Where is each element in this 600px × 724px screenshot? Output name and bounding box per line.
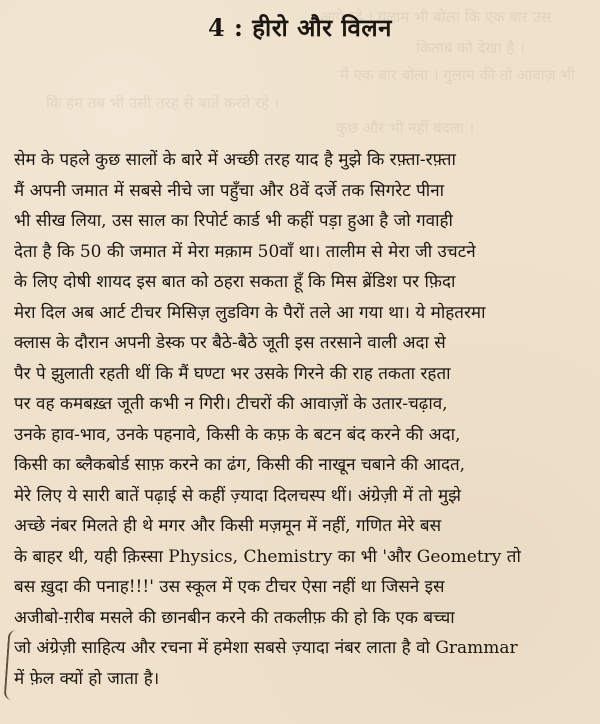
bleedthrough-text: कुछ और भी नहीं बदला । [336,119,475,137]
body-text [14,145,586,694]
text-line: देता है कि 50 की जमात में मेरा मक़ाम 50वाँ था। तालीम से मेरा जी उचटने [14,241,476,262]
text-line: मेरे लिए ये सारी बातें पढ़ाई से कहीं ज़्यादा दिलचस्प थीं। अंग्रेज़ी में तो मुझे [14,485,461,506]
bleedthrough-text: किताब को देखा है । [416,39,525,57]
text-line: मैं अपनी जमात में सबसे नीचे जा पहुँचा और 8वें दर्जे तक सिगरेट पीना [14,180,445,201]
chapter-title: 4 : हीरो और विलन [208,13,392,42]
text-line: भी सीख लिया, उस साल का रिपोर्ट कार्ड भी कहीं पड़ा हुआ है जो गवाही [14,211,453,231]
text-line: अजीबो-ग़रीब मसले की छानबीन करने की तकलीफ़ की हो कि एक बच्चा [14,607,455,628]
bleedthrough-text: आगे रहे । गुलाम भी बोला कि एक बार उस [320,8,552,26]
text-line: किसी का ब्लैकबोर्ड साफ़ करने का ढंग, किसी की नाखून चबाने की आदत, [14,455,466,475]
text-line: बस ख़ुदा की पनाह!!!' उस स्कूल में एक टीचर ऐसा नहीं था जिसने इस [14,577,445,597]
text-line: मेरा दिल अब आर्ट टीचर मिसिज़ लुडविग के पैरों तले आ गया था। ये मोहतरमा [14,302,486,323]
text-line: के लिए दोषी शायद इस बात को ठहरा सकता हूँ कि मिस ब्रेंडिश पर फ़िदा [14,272,456,292]
text-line: जो अंग्रेज़ी साहित्य और रचना में हमेशा सबसे ज़्यादा नंबर लाता है वो Grammar [14,638,518,658]
bleedthrough-text: मैं एक बार बोला । गुलाम की तो आवाज़ भी [340,66,575,84]
text-line: उनके हाव-भाव, उनके पहनावे, किसी के कफ़ के बटन बंद करने की अदा, [14,424,461,445]
text-line: पर वह कमबख़्त जूती कभी न गिरी। टीचरों की आवाज़ों के उतार-चढ़ाव, [14,394,448,414]
text-line: सेम के पहले कुछ सालों के बारे में अच्छी तरह याद है मुझे कि रफ़्ता-रफ़्ता [14,150,456,170]
text-line: के बाहर थी, यही क़िस्सा Physics, Chemistry का भी 'और Geometry तो [14,546,521,567]
text-line: अच्छे नंबर मिलते ही थे मगर और किसी मज़मून में नहीं, गणित मेरे बस [14,516,442,536]
text-line: में फ़ेल क्यों हो जाता है। [14,668,160,689]
text-line: क्लास के दौरान अपनी डेस्क पर बैठे-बैठे जूती इस तरसाने वाली अदा से [14,333,446,353]
bleedthrough-text: कि हम तब भी उसी तरह से बातें करते रहे । [46,94,280,112]
text-line: पैर पे झुलाती रहती थीं कि मैं घण्टा भर उसके गिरने की राह तकता रहता [14,363,451,384]
